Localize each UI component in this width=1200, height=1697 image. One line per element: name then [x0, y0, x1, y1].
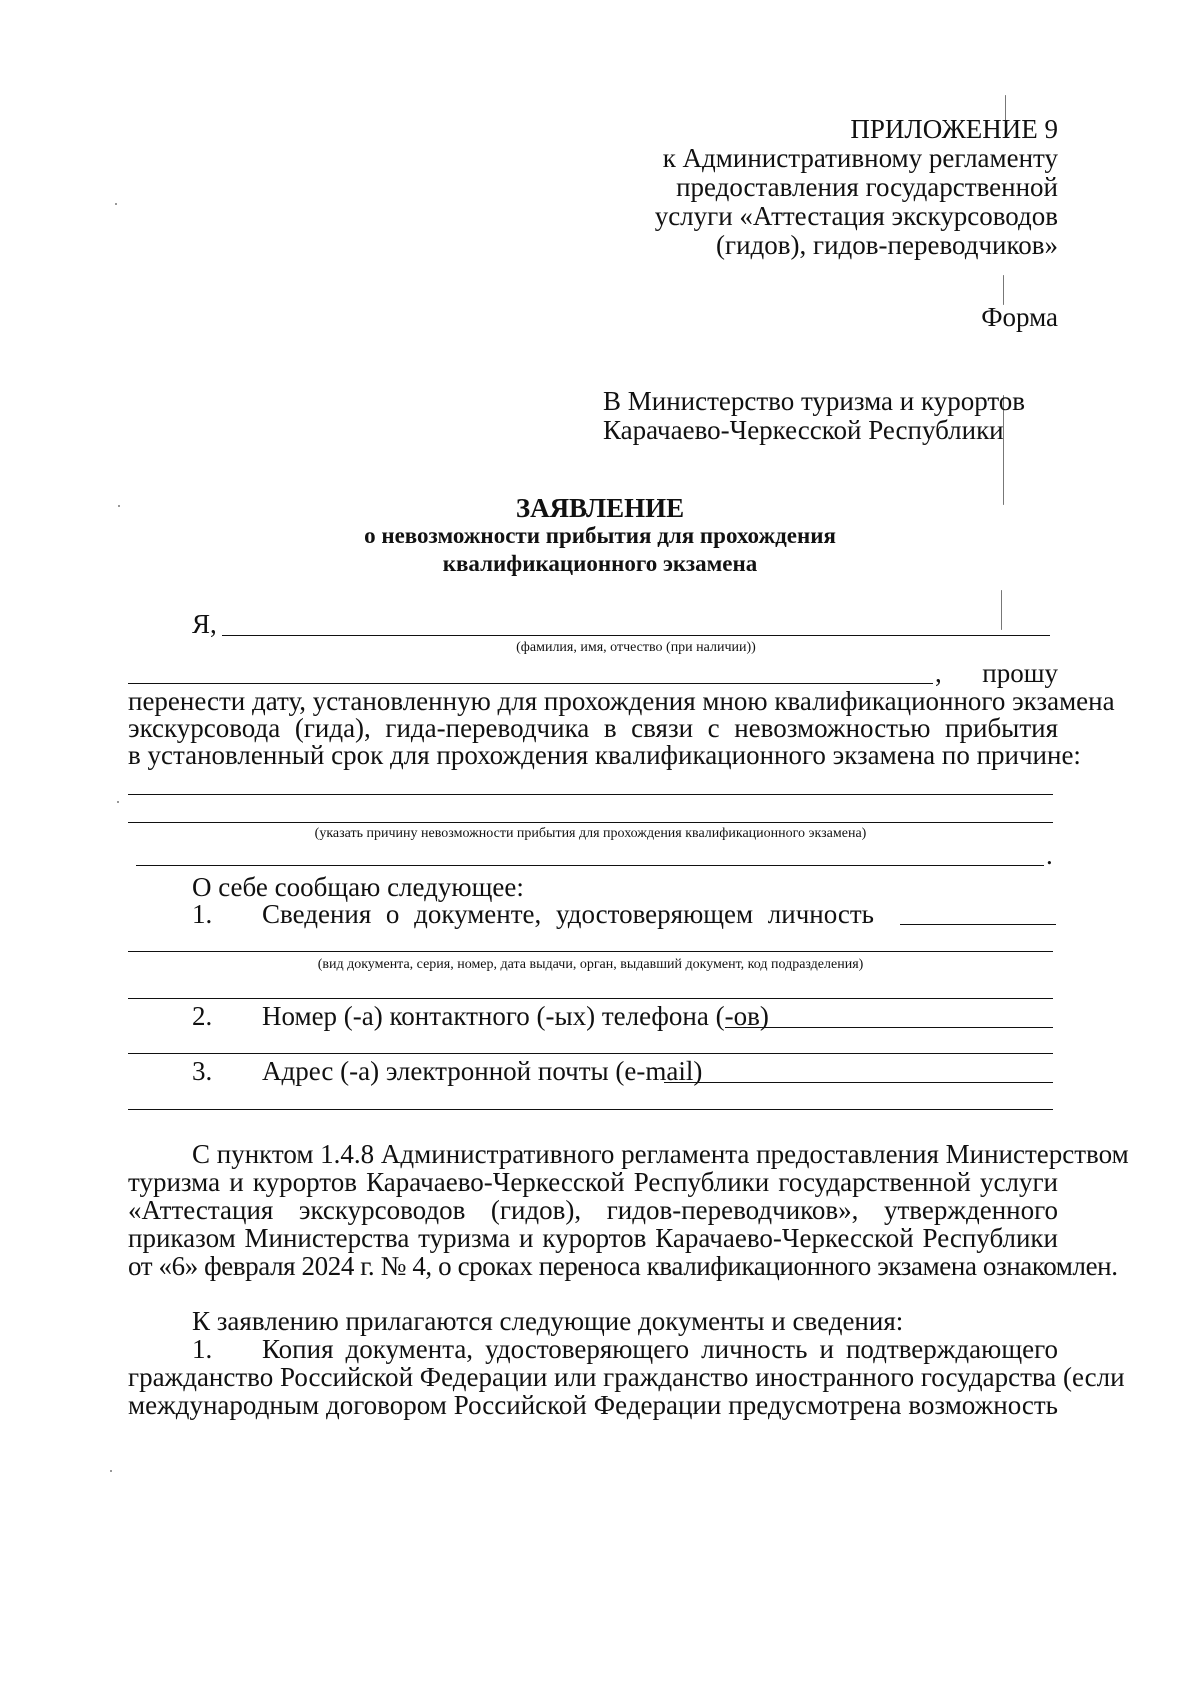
document-subtitle: квалификационного экзамена — [442, 551, 758, 576]
request-text-line: экскурсовода (гида), гида-переводчика в связи с невозможностью прибытия — [128, 713, 1058, 743]
reason-hint: (указать причину невозможности прибытия для прохождения квалификационного экзамена) — [314, 826, 867, 841]
phone-field-line[interactable] — [725, 1027, 1053, 1028]
scan-artifact — [115, 203, 117, 205]
acknowledgement-line: туризма и курортов Карачаево-Черкесской Республики государственной услуги — [128, 1167, 1058, 1197]
scan-artifact — [110, 1470, 112, 1472]
phone-label: Номер (-а) контактного (-ых) телефона (-ов) — [262, 1001, 769, 1031]
about-intro: О себе сообщаю следующее: — [192, 872, 524, 902]
item-number: 2. — [192, 1001, 213, 1031]
item-number: 3. — [192, 1056, 213, 1086]
addressee-line: Карачаево-Черкесской Республики — [603, 415, 1004, 445]
form-label: Форма — [981, 302, 1058, 332]
acknowledgement-line: С пунктом 1.4.8 Административного регламента предоставления Министерством — [192, 1139, 1129, 1169]
id-document-field-line[interactable] — [128, 951, 1053, 952]
scan-artifact — [117, 801, 119, 803]
id-document-field-line[interactable] — [900, 924, 1056, 925]
reason-period: . — [1046, 840, 1053, 870]
appendix-line: предоставления государственной — [676, 172, 1058, 202]
fullname-continuation-line[interactable] — [128, 683, 933, 684]
acknowledgement-line: от «6» февраля 2024 г. № 4, о сроках переноса квалификационного экзамена ознакомлен. — [128, 1251, 1118, 1281]
scan-artifact — [1001, 590, 1002, 630]
applicant-prefix: Я, — [192, 609, 217, 639]
document-subtitle: о невозможности прибытия для прохождения — [364, 523, 836, 548]
reason-field-line[interactable] — [128, 822, 1053, 823]
attachment-line: Копия документа, удостоверяющего личность и подтверждающего — [262, 1334, 1058, 1364]
appendix-title: ПРИЛОЖЕНИЕ 9 — [850, 114, 1058, 144]
reason-field-line[interactable] — [136, 865, 1044, 866]
appendix-line: к Административному регламенту — [662, 143, 1058, 173]
attachments-intro: К заявлению прилагаются следующие документы и сведения: — [192, 1306, 904, 1336]
item-number: 1. — [192, 899, 213, 929]
id-document-field-line[interactable] — [128, 998, 1053, 999]
item-number: 1. — [192, 1334, 213, 1364]
document-title: ЗАЯВЛЕНИЕ — [515, 493, 685, 523]
email-field-line[interactable] — [664, 1082, 1053, 1083]
appendix-line: (гидов), гидов-переводчиков» — [716, 230, 1058, 260]
id-document-label: Сведения о документе, удостоверяющем личность — [262, 899, 874, 929]
reason-field-line[interactable] — [128, 794, 1053, 795]
comma: , — [935, 658, 942, 688]
request-word: прошу — [982, 658, 1058, 688]
email-label: Адрес (-а) электронной почты (e-mail) — [262, 1056, 703, 1086]
request-text-line: в установленный срок для прохождения квалификационного экзамена по причине: — [128, 740, 1081, 770]
appendix-line: услуги «Аттестация экскурсоводов — [654, 201, 1058, 231]
scan-artifact — [1003, 275, 1004, 305]
acknowledgement-line: «Аттестация экскурсоводов (гидов), гидов-переводчиков», утвержденного — [128, 1195, 1058, 1225]
email-field-line[interactable] — [128, 1109, 1053, 1110]
request-text-line: перенести дату, установленную для прохождения мною квалификационного экзамена — [128, 686, 1115, 716]
fullname-hint: (фамилия, имя, отчество (при наличии)) — [516, 640, 756, 655]
id-document-hint: (вид документа, серия, номер, дата выдачи, орган, выдавший документ, код подразделения) — [317, 957, 864, 972]
addressee-line: В Министерство туризма и курортов — [603, 386, 1026, 416]
phone-field-line[interactable] — [128, 1053, 1053, 1054]
attachment-line: международным договором Российской Федерации предусмотрена возможность — [128, 1390, 1058, 1420]
acknowledgement-line: приказом Министерства туризма и курортов Карачаево-Черкесской Республики — [128, 1223, 1058, 1253]
attachment-line: гражданство Российской Федерации или гражданство иностранного государства (если — [128, 1362, 1125, 1392]
fullname-field-line[interactable] — [222, 635, 1050, 636]
